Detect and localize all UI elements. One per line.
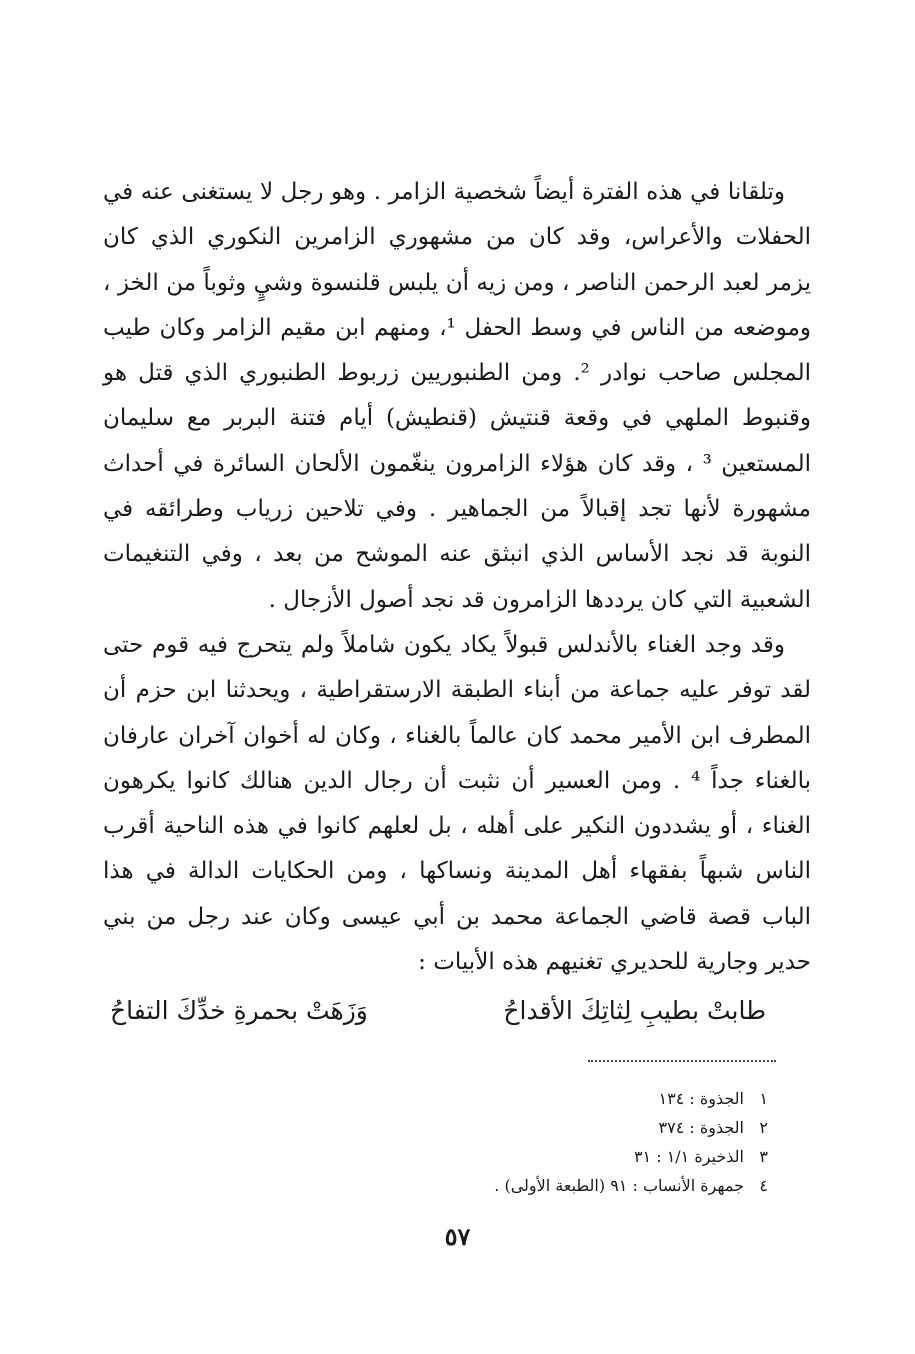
- footnotes-list: [360, 1084, 768, 1200]
- footnote-item: [360, 1171, 768, 1200]
- footnote-number: ٢: [759, 1118, 768, 1137]
- verse-first-hemistich: طابتْ بطيبِ لِثاتِكَ الأقداحُ: [503, 996, 766, 1025]
- paragraph-1: وتلقانا في هذه الفترة أيضاً شخصية الزامر . وهو رجل لا يستغنى عنه في الحفلات والأعراس، وقد كان من مشهوري الزامرين النكوري الذي كان يزمر لعبد الرحمن الناصر ، ومن زيه أن يلبس قلنسوة وشيٍ وثوباً من الخز ، وموضعه من الناس في وسط الحفل ¹، ومنهم ابن مقيم الزامر وكان طيب المجلس صاحب نوادر ². ومن الطنبوريين زربوط الطنبوري الذي قتل هو وقنبوط الملهي في وقعة قنتيش (قنطيش) أيام فتنة البربر مع سليمان المستعين ³ ، وقد كان هؤلاء الزامرون ينغّمون الألحان السائرة في أحداث مشهورة لأنها تجد إقبالاً من الجماهير . وفي تلاحين زرياب وطرائقه في النوبة قد نجد الأساس الذي انبثق عنه الموشح من بعد ، وفي التنغيمات الشعبية التي كان يرددها الزامرون قد نجد أصول الأزجال .: [103, 179, 812, 613]
- main-text: [103, 170, 811, 985]
- footnote-item: [360, 1113, 768, 1142]
- footnote-item: [360, 1084, 768, 1113]
- footnote-text: جمهرة الأنساب : ٩١ (الطبعة الأولى) .: [494, 1176, 744, 1195]
- poem-verse: [110, 986, 766, 1036]
- footnote-text: الجذوة : ١٣٤: [658, 1089, 744, 1108]
- footnote-text: الذخيرة ١/١ : ٣١: [633, 1147, 744, 1166]
- footnote-text: الجذوة : ٣٧٤: [658, 1118, 744, 1137]
- page-number: ٥٧: [444, 1222, 471, 1251]
- footnote-item: [360, 1142, 768, 1171]
- paragraph-2: وقد وجد الغناء بالأندلس قبولاً يكاد يكون شاملاً ولم يتحرج فيه قوم حتى لقد توفر عليه جماعة من أبناء الطبقة الارستقراطية ، ويحدثنا ابن حزم أن المطرف ابن الأمير محمد كان عالماً بالغناء ، وكان له أخوان آخران عارفان بالغناء جداً ⁴ . ومن العسير أن نثبت أن رجال الدين هنالك كانوا يكرهون الغناء ، أو يشددون النكير على أهله ، بل لعلهم كانوا في هذه الناحية أقرب الناس شبهاً بفقهاء أهل المدينة ونساكها ، ومن الحكايات الدالة في هذا الباب قصة قاضي الجماعة محمد بن أبي عيسى وكان عند رجل من بني حدير وجارية للحديري تغنيهم هذه الأبيات :: [103, 631, 811, 976]
- footnote-divider: [588, 1060, 776, 1062]
- footnote-number: ٣: [759, 1147, 768, 1166]
- verse-second-hemistich: وَزَهَتْ بحمرةِ خدِّكَ التفاحُ: [110, 996, 368, 1025]
- footnote-number: ٤: [759, 1176, 768, 1195]
- footnote-number: ١: [759, 1089, 768, 1108]
